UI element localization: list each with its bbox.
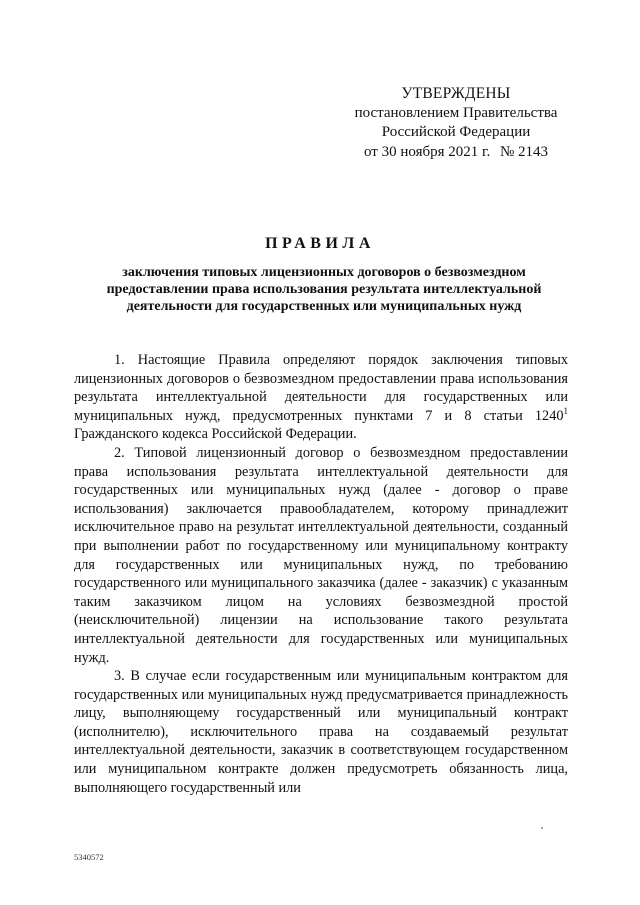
document-code: 5340572	[74, 852, 104, 862]
paragraph-3: 3. В случае если государственным или муниципальным контрактом для государственных или муниципальных нужд предусматривается принадлежность лицу, выполняющему государственный или муниципальный контракт (исполнителю), исключительного права на создаваемый результат интеллектуальной деятельности, заказчик в соответствующем государственном или муниципальном контракте должен предусмотреть обязанность лица, выполняющего государственный или	[74, 668, 568, 796]
document-title: ПРАВИЛА	[265, 235, 375, 252]
decree-number: № 2143	[499, 143, 549, 160]
document-subtitle: заключения типовых лицензионных договоров о безвозмездном предоставлении права использования результата интеллектуальной деятельности для государственных или муниципальных нужд	[106, 265, 542, 314]
approval-heading: УТВЕРЖДЕНЫ	[401, 85, 511, 102]
scan-speck	[541, 827, 543, 829]
paragraph-1	[74, 351, 568, 444]
decree-date: от 30 ноября 2021 г.	[363, 143, 491, 160]
paragraph-1-text: 1. Настоящие Правила определяют порядок заключения типовых лицензионных договоров о безвозмездном предоставлении права использования результата интеллектуальной деятельности для государственных или муниципальных нужд, предусмотренных пунктами 7 и 8 статьи 1240	[74, 352, 568, 424]
approval-date-line	[345, 143, 567, 163]
article-superscript: 1	[563, 406, 568, 417]
document-body	[74, 351, 568, 797]
approval-line-government: Российской Федерации	[381, 124, 531, 140]
paragraph-2: 2. Типовой лицензионный договор о безвозмездном предоставлении права использования результата интеллектуальной деятельности для государственных или муниципальных нужд (далее - договор о праве использования) заключается правообладателем, которому принадлежит исключительное право на результат интеллектуальной деятельности, созданный при выполнении работ по государственному или муниципальному контракту для государственных или муниципальных нужд, по требованию государственного или муниципального заказчика (далее - заказчик) с указанным таким заказчиком лицом на условиях безвозмездной простой (неисключительной) лицензии на использование такого результата интеллектуальной деятельности для государственных или муниципальных нужд.	[74, 444, 568, 666]
approval-block	[345, 84, 567, 162]
approval-line-decree: постановлением Правительства	[354, 104, 558, 121]
paragraph-1-text-end: Гражданского кодекса Российской Федерации.	[74, 426, 357, 443]
